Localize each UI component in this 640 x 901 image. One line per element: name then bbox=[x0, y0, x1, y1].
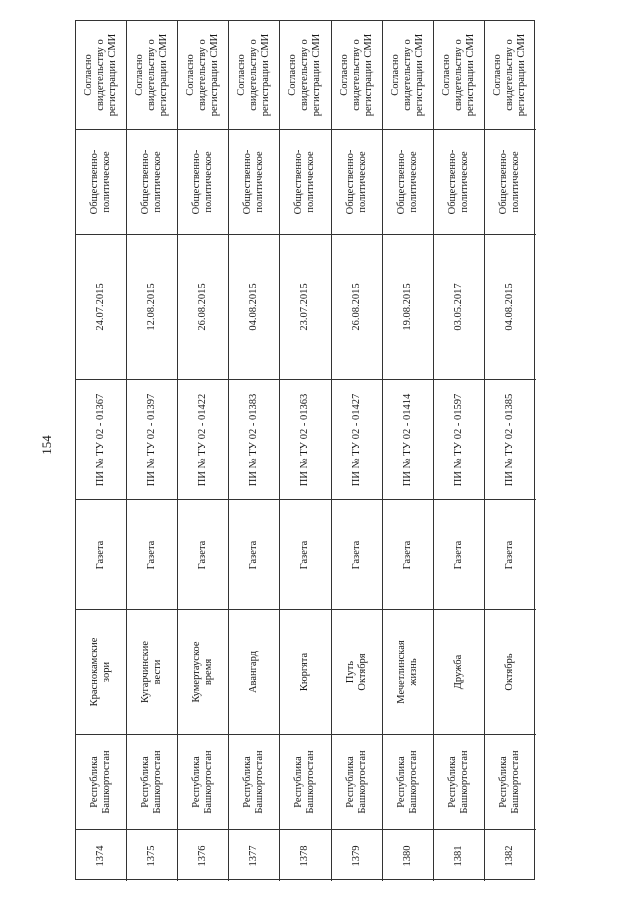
media-name-text: Кюргята bbox=[299, 652, 311, 692]
license-cell bbox=[434, 379, 484, 499]
date-text: 23.07.2015 bbox=[299, 283, 311, 331]
specialization-cell bbox=[332, 129, 382, 234]
media-type-text: Газета bbox=[299, 540, 311, 569]
media-type-cell bbox=[383, 499, 433, 609]
row-number-cell bbox=[434, 829, 484, 881]
specialization-text: Общественно- политическое bbox=[89, 149, 113, 215]
license-text: ПИ № ТУ 02 - 01363 bbox=[299, 393, 311, 486]
row-number-text: 1374 bbox=[95, 845, 107, 866]
region-text: Республика Башкортостан bbox=[89, 750, 113, 814]
media-type-text: Газета bbox=[452, 540, 464, 569]
row-number-text: 1380 bbox=[401, 845, 413, 866]
license-text: ПИ № ТУ 02 - 01422 bbox=[197, 393, 209, 486]
media-name-cell bbox=[178, 609, 228, 734]
license-text: ПИ № ТУ 02 - 01367 bbox=[95, 393, 107, 486]
specialization-cell bbox=[178, 129, 228, 234]
registration-note-cell bbox=[383, 21, 433, 129]
registration-note-text: Согласно свидетельству о регистрации СМИ bbox=[134, 33, 170, 117]
row-number-cell bbox=[229, 829, 279, 881]
date-text: 04.08.2015 bbox=[504, 283, 516, 331]
table-row bbox=[383, 21, 434, 881]
media-name-text: Кумертауское время bbox=[191, 641, 215, 703]
license-cell bbox=[178, 379, 228, 499]
license-cell bbox=[76, 379, 126, 499]
registration-note-cell bbox=[178, 21, 228, 129]
date-text: 26.08.2015 bbox=[350, 283, 362, 331]
media-type-cell bbox=[280, 499, 330, 609]
row-number-cell bbox=[383, 829, 433, 881]
row-number-cell bbox=[76, 829, 126, 881]
specialization-cell bbox=[434, 129, 484, 234]
license-text: ПИ № ТУ 02 - 01383 bbox=[248, 393, 260, 486]
row-number-text: 1375 bbox=[146, 845, 158, 866]
row-number-cell bbox=[127, 829, 177, 881]
media-type-cell bbox=[76, 499, 126, 609]
license-cell bbox=[229, 379, 279, 499]
media-type-cell bbox=[434, 499, 484, 609]
date-cell bbox=[332, 234, 382, 379]
registration-note-cell bbox=[434, 21, 484, 129]
row-number-text: 1382 bbox=[504, 845, 516, 866]
media-name-cell bbox=[332, 609, 382, 734]
license-text: ПИ № ТУ 02 - 01414 bbox=[401, 393, 413, 486]
table-row bbox=[280, 21, 331, 881]
registration-note-text: Согласно свидетельству о регистрации СМИ bbox=[185, 33, 221, 117]
registration-note-text: Согласно свидетельству о регистрации СМИ bbox=[440, 33, 476, 117]
media-name-text: Авангард bbox=[248, 650, 260, 694]
date-text: 04.08.2015 bbox=[248, 283, 260, 331]
date-cell bbox=[434, 234, 484, 379]
date-cell bbox=[229, 234, 279, 379]
region-cell bbox=[76, 734, 126, 829]
table-row bbox=[76, 21, 127, 881]
date-cell bbox=[127, 234, 177, 379]
registration-note-cell bbox=[76, 21, 126, 129]
row-number-text: 1376 bbox=[197, 845, 209, 866]
date-cell bbox=[485, 234, 536, 379]
registry-table bbox=[75, 20, 535, 880]
table-row bbox=[229, 21, 280, 881]
license-cell bbox=[485, 379, 536, 499]
media-type-cell bbox=[485, 499, 536, 609]
media-type-text: Газета bbox=[504, 540, 516, 569]
specialization-cell bbox=[76, 129, 126, 234]
registration-note-text: Согласно свидетельству о регистрации СМИ bbox=[236, 33, 272, 117]
region-cell bbox=[332, 734, 382, 829]
media-name-cell bbox=[383, 609, 433, 734]
region-cell bbox=[383, 734, 433, 829]
table-row bbox=[178, 21, 229, 881]
region-text: Республика Башкортостан bbox=[498, 750, 522, 814]
table-row bbox=[127, 21, 178, 881]
region-text: Республика Башкортостан bbox=[293, 750, 317, 814]
region-cell bbox=[485, 734, 536, 829]
specialization-text: Общественно- политическое bbox=[242, 149, 266, 215]
registration-note-cell bbox=[229, 21, 279, 129]
row-number-text: 1377 bbox=[248, 845, 260, 866]
media-type-cell bbox=[332, 499, 382, 609]
region-text: Республика Башкортостан bbox=[446, 750, 470, 814]
row-number-text: 1378 bbox=[299, 845, 311, 866]
specialization-cell bbox=[229, 129, 279, 234]
region-cell bbox=[280, 734, 330, 829]
media-type-text: Газета bbox=[401, 540, 413, 569]
date-cell bbox=[280, 234, 330, 379]
page-number: 154 bbox=[39, 435, 54, 455]
region-cell bbox=[229, 734, 279, 829]
media-type-text: Газета bbox=[197, 540, 209, 569]
media-type-cell bbox=[229, 499, 279, 609]
media-type-cell bbox=[178, 499, 228, 609]
media-type-text: Газета bbox=[95, 540, 107, 569]
row-number-cell bbox=[280, 829, 330, 881]
license-text: ПИ № ТУ 02 - 01427 bbox=[350, 393, 362, 486]
license-text: ПИ № ТУ 02 - 01597 bbox=[452, 393, 464, 486]
media-name-text: Октябрь bbox=[504, 653, 516, 691]
registration-note-cell bbox=[332, 21, 382, 129]
media-name-cell bbox=[229, 609, 279, 734]
specialization-text: Общественно- политическое bbox=[293, 149, 317, 215]
date-cell bbox=[76, 234, 126, 379]
region-cell bbox=[434, 734, 484, 829]
row-number-cell bbox=[178, 829, 228, 881]
registration-note-cell bbox=[280, 21, 330, 129]
license-cell bbox=[383, 379, 433, 499]
media-name-text: Мечетлинская жизнь bbox=[395, 640, 419, 704]
media-type-text: Газета bbox=[146, 540, 158, 569]
table-row bbox=[485, 21, 536, 881]
specialization-text: Общественно- политическое bbox=[140, 149, 164, 215]
license-cell bbox=[127, 379, 177, 499]
date-text: 24.07.2015 bbox=[95, 283, 107, 331]
license-cell bbox=[332, 379, 382, 499]
date-text: 19.08.2015 bbox=[401, 283, 413, 331]
specialization-text: Общественно- политическое bbox=[395, 149, 419, 215]
specialization-text: Общественно- политическое bbox=[498, 149, 522, 215]
registration-note-text: Согласно свидетельству о регистрации СМИ bbox=[287, 33, 323, 117]
media-type-cell bbox=[127, 499, 177, 609]
registration-note-text: Согласно свидетельству о регистрации СМИ bbox=[83, 33, 119, 117]
region-text: Республика Башкортостан bbox=[242, 750, 266, 814]
date-cell bbox=[383, 234, 433, 379]
date-text: 26.08.2015 bbox=[197, 283, 209, 331]
media-name-cell bbox=[485, 609, 536, 734]
media-type-text: Газета bbox=[350, 540, 362, 569]
specialization-text: Общественно- политическое bbox=[344, 149, 368, 215]
date-text: 12.08.2015 bbox=[146, 283, 158, 331]
specialization-text: Общественно- политическое bbox=[191, 149, 215, 215]
media-name-text: Краснокамские зори bbox=[89, 637, 113, 707]
license-text: ПИ № ТУ 02 - 01385 bbox=[504, 393, 516, 486]
region-text: Республика Башкортостан bbox=[191, 750, 215, 814]
registration-note-text: Согласно свидетельству о регистрации СМИ bbox=[389, 33, 425, 117]
media-name-cell bbox=[127, 609, 177, 734]
registration-note-text: Согласно свидетельству о регистрации СМИ bbox=[492, 33, 528, 117]
date-text: 03.05.2017 bbox=[452, 283, 464, 331]
row-number-cell bbox=[332, 829, 382, 881]
specialization-cell bbox=[127, 129, 177, 234]
region-cell bbox=[127, 734, 177, 829]
specialization-cell bbox=[280, 129, 330, 234]
license-text: ПИ № ТУ 02 - 01397 bbox=[146, 393, 158, 486]
region-text: Республика Башкортостан bbox=[344, 750, 368, 814]
region-text: Республика Башкортостан bbox=[140, 750, 164, 814]
registration-note-cell bbox=[127, 21, 177, 129]
media-name-text: Кугарчинские вести bbox=[140, 641, 164, 703]
specialization-cell bbox=[383, 129, 433, 234]
media-name-text: Путь Октября bbox=[344, 653, 368, 691]
table-row bbox=[434, 21, 485, 881]
registration-note-cell bbox=[485, 21, 536, 129]
region-text: Республика Башкортостан bbox=[395, 750, 419, 814]
region-cell bbox=[178, 734, 228, 829]
date-cell bbox=[178, 234, 228, 379]
media-name-text: Дружба bbox=[452, 654, 464, 690]
license-cell bbox=[280, 379, 330, 499]
media-name-cell bbox=[434, 609, 484, 734]
specialization-text: Общественно- политическое bbox=[446, 149, 470, 215]
specialization-cell bbox=[485, 129, 536, 234]
media-name-cell bbox=[280, 609, 330, 734]
media-type-text: Газета bbox=[248, 540, 260, 569]
row-number-cell bbox=[485, 829, 536, 881]
registration-note-text: Согласно свидетельству о регистрации СМИ bbox=[338, 33, 374, 117]
row-number-text: 1381 bbox=[452, 845, 464, 866]
media-name-cell bbox=[76, 609, 126, 734]
table-row bbox=[332, 21, 383, 881]
row-number-text: 1379 bbox=[350, 845, 362, 866]
